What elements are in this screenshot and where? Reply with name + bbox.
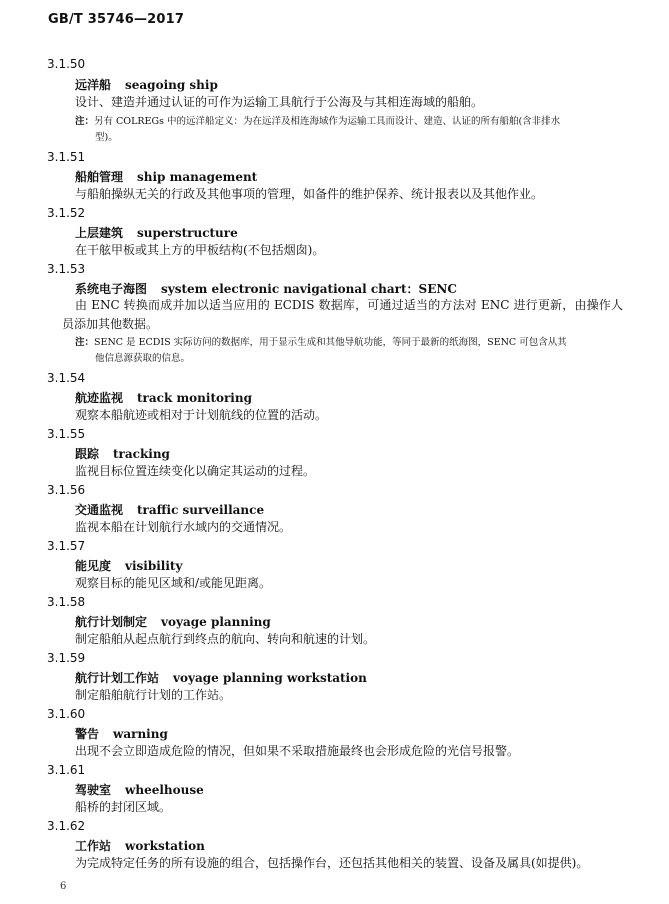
clause-number: 3.1.53 (47, 262, 86, 276)
page-number: 6 (60, 881, 67, 892)
term-english: system electronic navigational chart：SENC (161, 282, 457, 296)
clause-number: 3.1.52 (47, 206, 86, 220)
term-chinese: 航行计划工作站 (75, 671, 160, 685)
term-definition: 船桥的封闭区域。 (75, 800, 172, 814)
clause-number: 3.1.56 (47, 483, 86, 497)
term-heading (75, 781, 204, 798)
term-definition: 为完成特定任务的所有设施的组合，包括操作台，还包括其他相关的装置、设备及属具(如提供)。 (75, 856, 589, 870)
term-definition: 制定船舶从起点航行到终点的航向、转向和航速的计划。 (75, 632, 376, 646)
term-heading (75, 613, 271, 630)
term-chinese: 上层建筑 (75, 226, 124, 240)
term-heading (75, 280, 457, 297)
clause-number: 3.1.54 (47, 371, 86, 385)
term-heading (75, 389, 252, 406)
term-definition: 出现不会立即造成危险的情况，但如果不采取措施最终也会形成危险的光信号报警。 (75, 744, 520, 758)
term-chinese: 船舶管理 (75, 170, 124, 184)
note-label: 注： (75, 337, 95, 348)
term-chinese: 驾驶室 (75, 783, 112, 797)
term-english: superstructure (137, 226, 238, 240)
term-english: workstation (125, 839, 205, 853)
term-heading (75, 76, 218, 93)
term-chinese: 交通监视 (75, 503, 124, 517)
term-definition: 监视本船在计划航行水域内的交通情况。 (75, 520, 292, 534)
term-heading (75, 168, 257, 185)
clause-number: 3.1.50 (47, 57, 86, 71)
standard-number-header: GB/T 35746—2017 (48, 12, 185, 27)
term-heading (75, 224, 238, 241)
note-text-line2: 型)。 (95, 132, 118, 143)
clause-number: 3.1.57 (47, 539, 86, 553)
note-label: 注： (75, 116, 95, 127)
term-chinese: 航迹监视 (75, 391, 124, 405)
term-english: voyage planning workstation (173, 671, 367, 685)
note-text-line1: SENC 是 ECDIS 实际访问的数据库，用于显示生成和其他导航功能，等同于最新的纸海图，SENC 可包含从其 (94, 337, 567, 348)
term-heading (75, 501, 264, 518)
term-english: visibility (125, 559, 183, 573)
term-definition: 制定船舶航行计划的工作站。 (75, 688, 232, 702)
clause-number: 3.1.60 (47, 707, 86, 721)
term-definition: 在干舷甲板或其上方的甲板结构(不包括烟囱)。 (75, 243, 325, 257)
term-english: track monitoring (137, 391, 252, 405)
note-text-line1: 另有 COLREGs 中的远洋船定义：为在远洋及相连海域作为运输工具而设计、建造、认证的所有船舶(含非排水 (94, 116, 561, 127)
term-chinese: 能见度 (75, 559, 112, 573)
term-chinese: 远洋船 (75, 78, 112, 92)
term-english: ship management (137, 170, 258, 184)
clause-number: 3.1.58 (47, 595, 86, 609)
term-chinese: 航行计划制定 (75, 615, 148, 629)
term-english: voyage planning (161, 615, 271, 629)
term-heading (75, 445, 170, 462)
term-definition: 由 ENC 转换而成并加以适当应用的 ECDIS 数据库，可通过适当的方法对 ENC 进行更新，由操作人员添加其他数据。 (62, 298, 623, 331)
term-heading (75, 725, 168, 742)
term-note (75, 335, 623, 367)
clause-number: 3.1.55 (47, 427, 86, 441)
term-english: wheelhouse (125, 783, 204, 797)
term-chinese: 工作站 (75, 839, 112, 853)
term-chinese: 跟踪 (75, 447, 100, 461)
note-text-line2: 他信息源获取的信息。 (95, 353, 191, 364)
term-heading (75, 669, 367, 686)
term-english: traffic surveillance (137, 503, 265, 517)
term-definition: 观察本船航迹或相对于计划航线的位置的活动。 (75, 408, 328, 422)
term-definition: 监视目标位置连续变化以确定其运动的过程。 (75, 464, 316, 478)
term-heading (75, 557, 182, 574)
term-heading (75, 837, 205, 854)
clause-number: 3.1.62 (47, 819, 86, 833)
term-chinese: 系统电子海图 (75, 282, 148, 296)
term-note (75, 114, 623, 146)
term-definition: 设计、建造并通过认证的可作为运输工具航行于公海及与其相连海域的船舶。 (75, 95, 484, 109)
term-chinese: 警告 (75, 727, 100, 741)
clause-number: 3.1.51 (47, 150, 86, 164)
term-english: seagoing ship (125, 78, 218, 92)
term-definition: 观察目标的能见区域和/或能见距离。 (75, 576, 272, 590)
clause-number: 3.1.61 (47, 763, 86, 777)
term-english: tracking (113, 447, 170, 461)
term-definition: 与船舶操纵无关的行政及其他事项的管理，如备件的维护保养、统计报表以及其他作业。 (75, 187, 544, 201)
term-english: warning (113, 727, 168, 741)
clause-number: 3.1.59 (47, 651, 86, 665)
